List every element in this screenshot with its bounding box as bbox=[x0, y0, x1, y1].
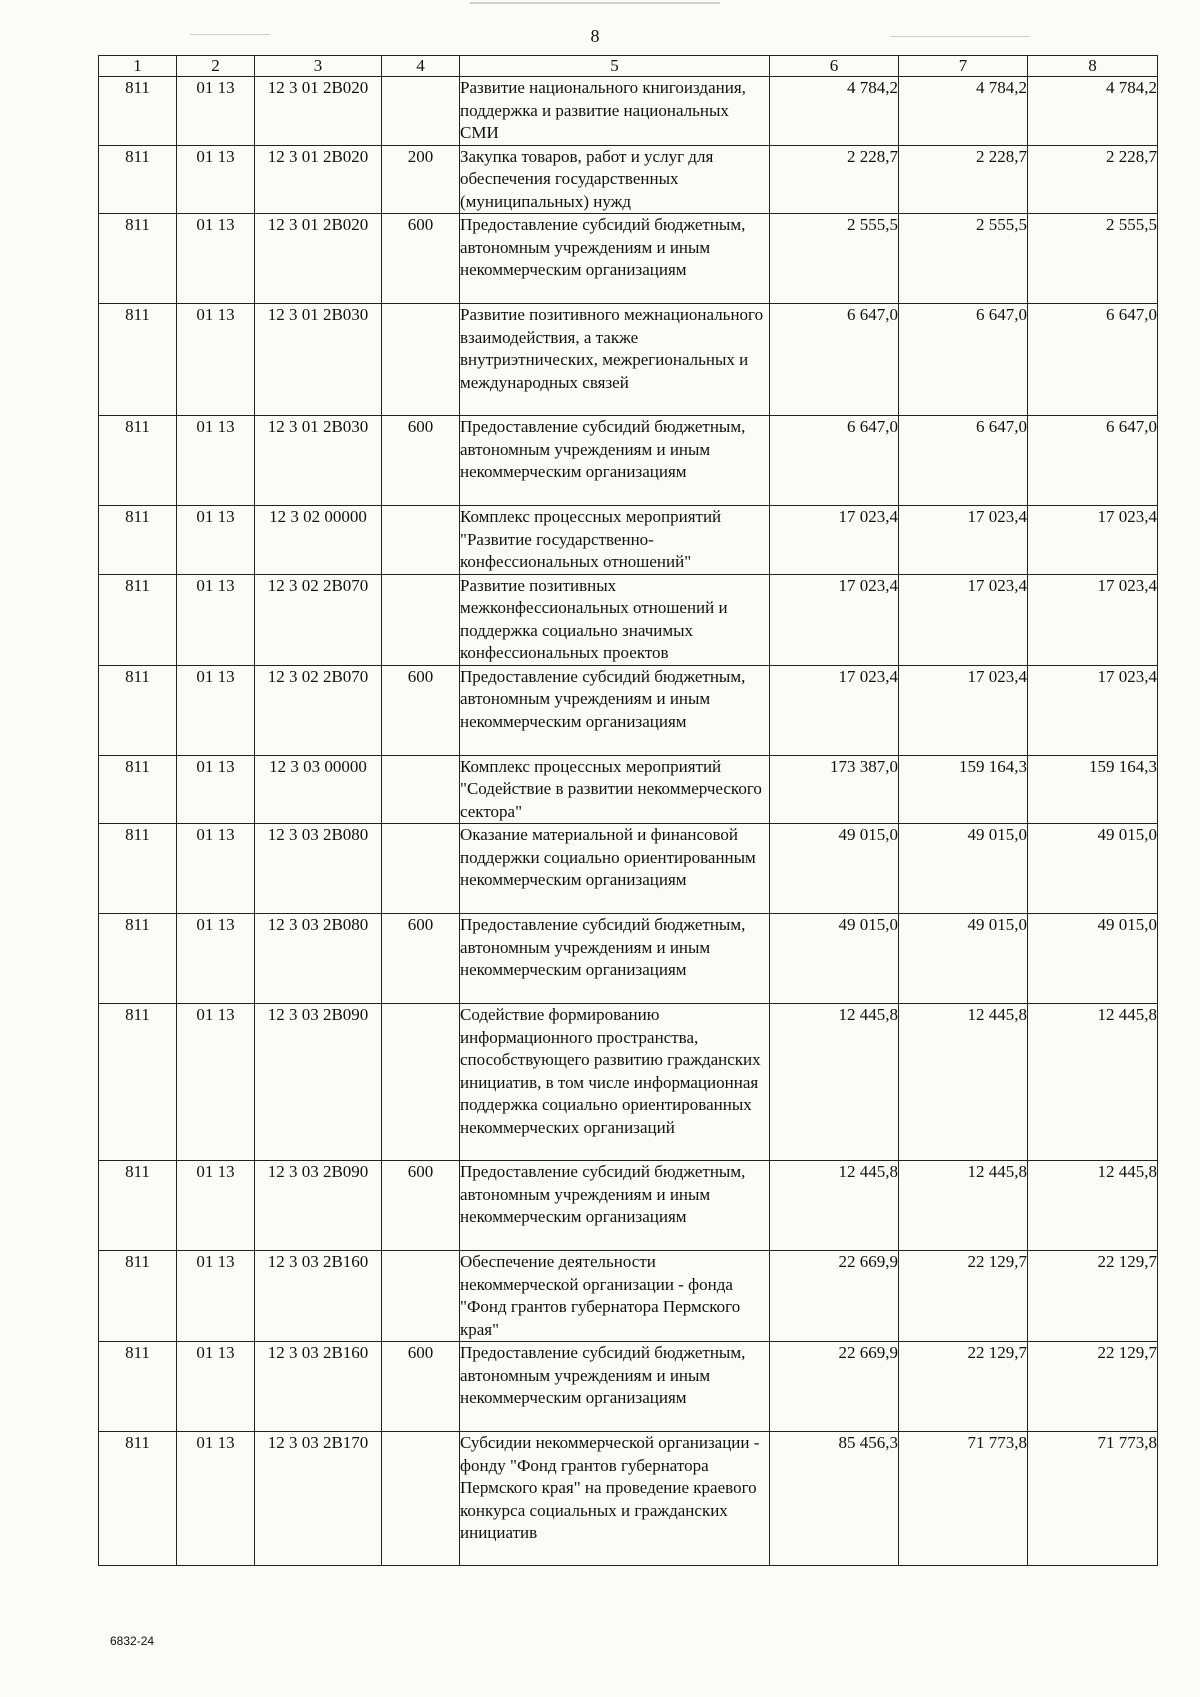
target-article-cell: 12 3 03 2В080 bbox=[255, 914, 382, 1004]
section-code-cell: 01 13 bbox=[177, 824, 255, 914]
scan-artifact bbox=[890, 36, 1030, 37]
section-code-cell: 01 13 bbox=[177, 665, 255, 755]
table-row bbox=[99, 755, 1158, 824]
table-row bbox=[99, 574, 1158, 665]
description-cell: Развитие позитивного межнационального взаимодействия, а также внутриэтнических, межрегиональных и международных связей bbox=[460, 304, 770, 416]
amount-col8-cell: 49 015,0 bbox=[1028, 824, 1158, 914]
admin-code-cell: 811 bbox=[99, 1251, 177, 1342]
expense-type-cell bbox=[382, 574, 460, 665]
target-article-cell: 12 3 03 00000 bbox=[255, 755, 382, 824]
description-cell: Обеспечение деятельности некоммерческой организации - фонда "Фонд грантов губернатора Пермского края" bbox=[460, 1251, 770, 1342]
table-row bbox=[99, 1432, 1158, 1566]
expense-type-cell: 200 bbox=[382, 145, 460, 214]
amount-col8-cell: 22 129,7 bbox=[1028, 1342, 1158, 1432]
target-article-cell: 12 3 03 2В090 bbox=[255, 1161, 382, 1251]
amount-col8-cell: 4 784,2 bbox=[1028, 77, 1158, 146]
table-row bbox=[99, 1251, 1158, 1342]
amount-col6-cell: 17 023,4 bbox=[770, 665, 899, 755]
table-row bbox=[99, 665, 1158, 755]
amount-col7-cell: 6 647,0 bbox=[899, 304, 1028, 416]
section-code-cell: 01 13 bbox=[177, 914, 255, 1004]
expense-type-cell: 600 bbox=[382, 665, 460, 755]
amount-col8-cell: 17 023,4 bbox=[1028, 665, 1158, 755]
target-article-cell: 12 3 03 2В160 bbox=[255, 1342, 382, 1432]
scan-artifact bbox=[470, 2, 720, 4]
amount-col6-cell: 17 023,4 bbox=[770, 574, 899, 665]
amount-col8-cell: 49 015,0 bbox=[1028, 914, 1158, 1004]
amount-col8-cell: 2 555,5 bbox=[1028, 214, 1158, 304]
document-id: 6832-24 bbox=[110, 1634, 155, 1648]
amount-col8-cell: 2 228,7 bbox=[1028, 145, 1158, 214]
column-number-row bbox=[99, 56, 1158, 77]
expense-type-cell bbox=[382, 824, 460, 914]
column-header: 2 bbox=[177, 56, 255, 77]
section-code-cell: 01 13 bbox=[177, 1004, 255, 1161]
page-number: 8 bbox=[590, 26, 600, 46]
section-code-cell: 01 13 bbox=[177, 574, 255, 665]
scan-artifact bbox=[190, 34, 270, 35]
section-code-cell: 01 13 bbox=[177, 416, 255, 506]
amount-col6-cell: 6 647,0 bbox=[770, 416, 899, 506]
amount-col7-cell: 2 555,5 bbox=[899, 214, 1028, 304]
expense-type-cell: 600 bbox=[382, 1342, 460, 1432]
table-row bbox=[99, 77, 1158, 146]
amount-col7-cell: 49 015,0 bbox=[899, 824, 1028, 914]
description-cell: Предоставление субсидий бюджетным, автономным учреждениям и иным некоммерческим организациям bbox=[460, 214, 770, 304]
target-article-cell: 12 3 01 2В020 bbox=[255, 77, 382, 146]
amount-col6-cell: 4 784,2 bbox=[770, 77, 899, 146]
amount-col8-cell: 17 023,4 bbox=[1028, 574, 1158, 665]
amount-col8-cell: 6 647,0 bbox=[1028, 304, 1158, 416]
admin-code-cell: 811 bbox=[99, 574, 177, 665]
table-row bbox=[99, 1161, 1158, 1251]
admin-code-cell: 811 bbox=[99, 755, 177, 824]
expense-type-cell bbox=[382, 304, 460, 416]
amount-col8-cell: 12 445,8 bbox=[1028, 1161, 1158, 1251]
amount-col6-cell: 17 023,4 bbox=[770, 506, 899, 575]
target-article-cell: 12 3 02 00000 bbox=[255, 506, 382, 575]
amount-col7-cell: 6 647,0 bbox=[899, 416, 1028, 506]
description-cell: Развитие национального книгоиздания, поддержка и развитие национальных СМИ bbox=[460, 77, 770, 146]
amount-col7-cell: 17 023,4 bbox=[899, 665, 1028, 755]
description-cell: Развитие позитивных межконфессиональных отношений и поддержка социально значимых конфессиональных проектов bbox=[460, 574, 770, 665]
table-row bbox=[99, 824, 1158, 914]
amount-col7-cell: 4 784,2 bbox=[899, 77, 1028, 146]
admin-code-cell: 811 bbox=[99, 1342, 177, 1432]
column-header: 7 bbox=[899, 56, 1028, 77]
expense-type-cell: 600 bbox=[382, 914, 460, 1004]
expense-type-cell bbox=[382, 506, 460, 575]
amount-col6-cell: 49 015,0 bbox=[770, 824, 899, 914]
target-article-cell: 12 3 03 2В160 bbox=[255, 1251, 382, 1342]
expense-type-cell bbox=[382, 77, 460, 146]
section-code-cell: 01 13 bbox=[177, 1432, 255, 1566]
table-row bbox=[99, 1342, 1158, 1432]
amount-col8-cell: 12 445,8 bbox=[1028, 1004, 1158, 1161]
table-row bbox=[99, 145, 1158, 214]
admin-code-cell: 811 bbox=[99, 214, 177, 304]
admin-code-cell: 811 bbox=[99, 77, 177, 146]
expense-type-cell bbox=[382, 755, 460, 824]
section-code-cell: 01 13 bbox=[177, 145, 255, 214]
section-code-cell: 01 13 bbox=[177, 755, 255, 824]
description-cell: Комплекс процессных мероприятий "Содействие в развитии некоммерческого сектора" bbox=[460, 755, 770, 824]
amount-col6-cell: 85 456,3 bbox=[770, 1432, 899, 1566]
table-row bbox=[99, 1004, 1158, 1161]
admin-code-cell: 811 bbox=[99, 416, 177, 506]
amount-col7-cell: 22 129,7 bbox=[899, 1251, 1028, 1342]
amount-col8-cell: 159 164,3 bbox=[1028, 755, 1158, 824]
table-row bbox=[99, 506, 1158, 575]
target-article-cell: 12 3 02 2В070 bbox=[255, 574, 382, 665]
budget-table bbox=[98, 55, 1158, 1566]
amount-col7-cell: 17 023,4 bbox=[899, 574, 1028, 665]
amount-col6-cell: 2 228,7 bbox=[770, 145, 899, 214]
column-header: 3 bbox=[255, 56, 382, 77]
target-article-cell: 12 3 01 2В030 bbox=[255, 304, 382, 416]
column-header: 1 bbox=[99, 56, 177, 77]
section-code-cell: 01 13 bbox=[177, 506, 255, 575]
target-article-cell: 12 3 03 2В090 bbox=[255, 1004, 382, 1161]
amount-col7-cell: 22 129,7 bbox=[899, 1342, 1028, 1432]
section-code-cell: 01 13 bbox=[177, 304, 255, 416]
admin-code-cell: 811 bbox=[99, 914, 177, 1004]
description-cell: Субсидии некоммерческой организации - фонду "Фонд грантов губернатора Пермского края" на проведение краевого конкурса социальных и гражданских инициатив bbox=[460, 1432, 770, 1566]
description-cell: Предоставление субсидий бюджетным, автономным учреждениям и иным некоммерческим организациям bbox=[460, 1342, 770, 1432]
amount-col6-cell: 22 669,9 bbox=[770, 1342, 899, 1432]
expense-type-cell bbox=[382, 1251, 460, 1342]
amount-col8-cell: 71 773,8 bbox=[1028, 1432, 1158, 1566]
amount-col7-cell: 49 015,0 bbox=[899, 914, 1028, 1004]
column-header: 4 bbox=[382, 56, 460, 77]
amount-col6-cell: 2 555,5 bbox=[770, 214, 899, 304]
admin-code-cell: 811 bbox=[99, 1161, 177, 1251]
amount-col6-cell: 12 445,8 bbox=[770, 1004, 899, 1161]
section-code-cell: 01 13 bbox=[177, 77, 255, 146]
description-cell: Предоставление субсидий бюджетным, автономным учреждениям и иным некоммерческим организациям bbox=[460, 416, 770, 506]
amount-col6-cell: 22 669,9 bbox=[770, 1251, 899, 1342]
amount-col7-cell: 2 228,7 bbox=[899, 145, 1028, 214]
table-row bbox=[99, 214, 1158, 304]
section-code-cell: 01 13 bbox=[177, 1251, 255, 1342]
description-cell: Закупка товаров, работ и услуг для обеспечения государственных (муниципальных) нужд bbox=[460, 145, 770, 214]
expense-type-cell bbox=[382, 1004, 460, 1161]
table-body bbox=[99, 77, 1158, 1566]
description-cell: Предоставление субсидий бюджетным, автономным учреждениям и иным некоммерческим организациям bbox=[460, 1161, 770, 1251]
description-cell: Комплекс процессных мероприятий "Развитие государственно-конфессиональных отношений" bbox=[460, 506, 770, 575]
target-article-cell: 12 3 03 2В170 bbox=[255, 1432, 382, 1566]
description-cell: Содействие формированию информационного пространства, способствующего развитию гражданских инициатив, в том числе информационная поддержка социально ориентированных некоммерческих организаций bbox=[460, 1004, 770, 1161]
admin-code-cell: 811 bbox=[99, 1004, 177, 1161]
expense-type-cell bbox=[382, 1432, 460, 1566]
expense-type-cell: 600 bbox=[382, 1161, 460, 1251]
target-article-cell: 12 3 01 2В020 bbox=[255, 214, 382, 304]
column-header: 8 bbox=[1028, 56, 1158, 77]
table-row bbox=[99, 304, 1158, 416]
column-header: 5 bbox=[460, 56, 770, 77]
expense-type-cell: 600 bbox=[382, 214, 460, 304]
admin-code-cell: 811 bbox=[99, 145, 177, 214]
target-article-cell: 12 3 02 2В070 bbox=[255, 665, 382, 755]
amount-col6-cell: 12 445,8 bbox=[770, 1161, 899, 1251]
section-code-cell: 01 13 bbox=[177, 214, 255, 304]
admin-code-cell: 811 bbox=[99, 304, 177, 416]
description-cell: Оказание материальной и финансовой поддержки социально ориентированным некоммерческим организациям bbox=[460, 824, 770, 914]
amount-col7-cell: 17 023,4 bbox=[899, 506, 1028, 575]
target-article-cell: 12 3 03 2В080 bbox=[255, 824, 382, 914]
admin-code-cell: 811 bbox=[99, 824, 177, 914]
admin-code-cell: 811 bbox=[99, 506, 177, 575]
target-article-cell: 12 3 01 2В020 bbox=[255, 145, 382, 214]
amount-col8-cell: 17 023,4 bbox=[1028, 506, 1158, 575]
section-code-cell: 01 13 bbox=[177, 1342, 255, 1432]
amount-col7-cell: 159 164,3 bbox=[899, 755, 1028, 824]
target-article-cell: 12 3 01 2В030 bbox=[255, 416, 382, 506]
column-header: 6 bbox=[770, 56, 899, 77]
amount-col7-cell: 71 773,8 bbox=[899, 1432, 1028, 1566]
description-cell: Предоставление субсидий бюджетным, автономным учреждениям и иным некоммерческим организациям bbox=[460, 914, 770, 1004]
amount-col7-cell: 12 445,8 bbox=[899, 1161, 1028, 1251]
section-code-cell: 01 13 bbox=[177, 1161, 255, 1251]
amount-col6-cell: 173 387,0 bbox=[770, 755, 899, 824]
amount-col6-cell: 6 647,0 bbox=[770, 304, 899, 416]
amount-col6-cell: 49 015,0 bbox=[770, 914, 899, 1004]
table-row bbox=[99, 914, 1158, 1004]
amount-col8-cell: 6 647,0 bbox=[1028, 416, 1158, 506]
admin-code-cell: 811 bbox=[99, 1432, 177, 1566]
amount-col7-cell: 12 445,8 bbox=[899, 1004, 1028, 1161]
table-row bbox=[99, 416, 1158, 506]
expense-type-cell: 600 bbox=[382, 416, 460, 506]
admin-code-cell: 811 bbox=[99, 665, 177, 755]
amount-col8-cell: 22 129,7 bbox=[1028, 1251, 1158, 1342]
description-cell: Предоставление субсидий бюджетным, автономным учреждениям и иным некоммерческим организациям bbox=[460, 665, 770, 755]
